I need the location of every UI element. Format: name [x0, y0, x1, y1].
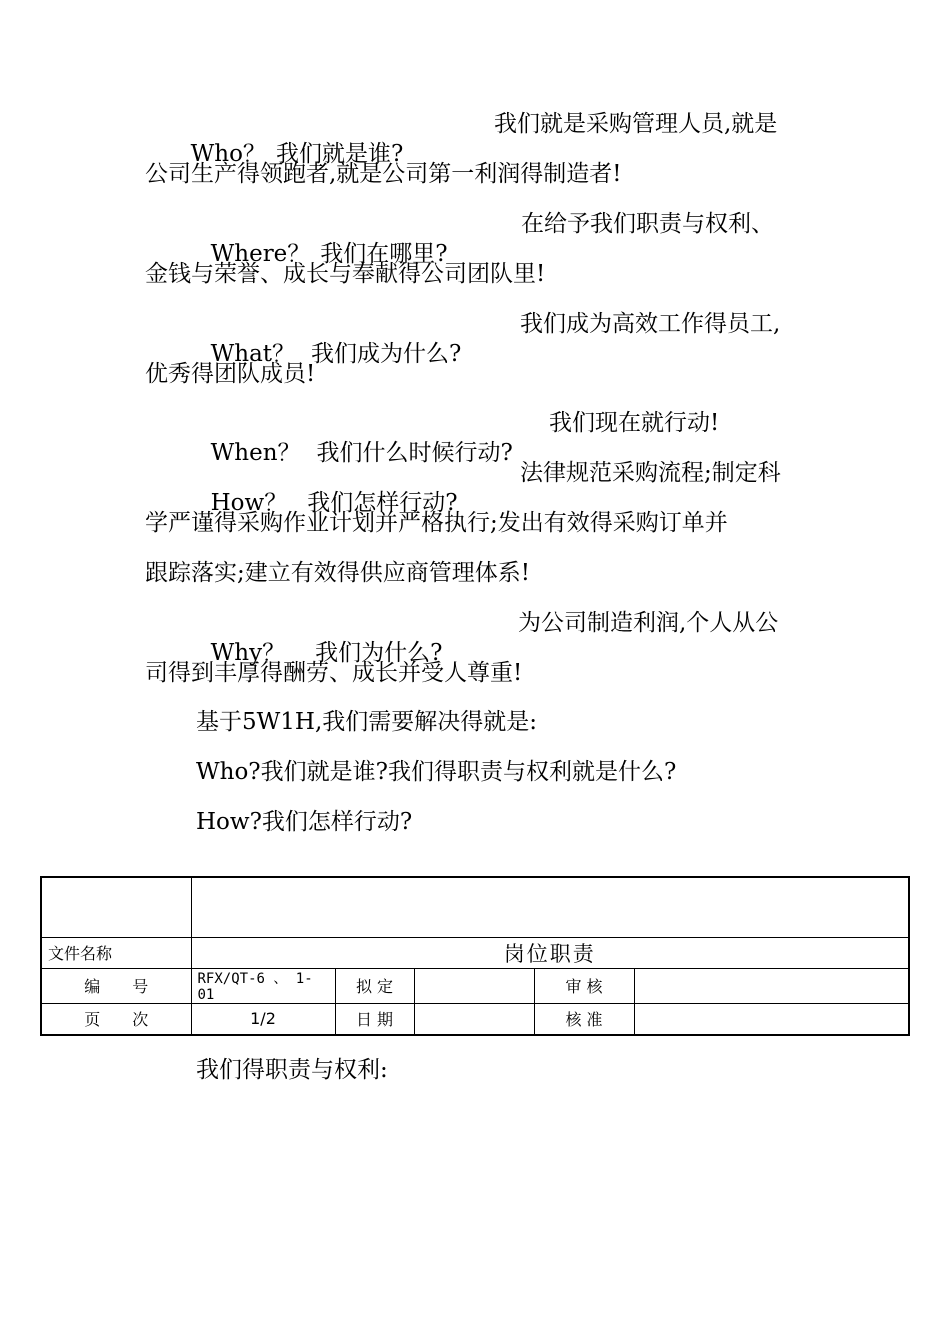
page-label: 页 次 — [41, 1003, 191, 1035]
number-value: RFX/QT-6 、 1-01 — [191, 968, 335, 1003]
what-answer-line1: 我们成为高效工作得员工, — [520, 311, 781, 337]
when-answer-line1: 我们现在就行动! — [549, 410, 720, 436]
where-question-en: Where？ — [210, 241, 311, 267]
when-question-en: When？ — [210, 440, 301, 466]
number-row — [41, 968, 909, 1003]
blank-title-cell — [191, 877, 909, 937]
why-answer-line1: 为公司制造利润,个人从公 — [518, 610, 779, 636]
document-header-table — [40, 876, 910, 1036]
who-question-cn: 我们就是谁? — [275, 141, 404, 167]
who-answer-line2: 公司生产得领跑者,就是公司第一利润得制造者! — [145, 161, 622, 187]
date-value — [414, 1003, 534, 1035]
page-row — [41, 1003, 909, 1035]
how-question-en: How？ — [210, 490, 288, 516]
how-answer-line3: 跟踪落实;建立有效得供应商管理体系! — [145, 560, 530, 586]
drafted-value — [414, 968, 534, 1003]
what-question-cn: 我们成为什么? — [311, 341, 462, 367]
who-answer-line1: 我们就是采购管理人员,就是 — [494, 111, 778, 137]
why-question-en: Why？ — [210, 640, 286, 666]
review-value — [634, 968, 909, 1003]
what-question-en: What？ — [210, 341, 296, 367]
date-label: 日 期 — [335, 1003, 414, 1035]
review-label: 审 核 — [534, 968, 634, 1003]
approve-value — [634, 1003, 909, 1035]
page-value: 1/2 — [191, 1003, 335, 1035]
when-question-cn: 我们什么时候行动? — [316, 440, 513, 466]
what-answer-line2: 优秀得团队成员! — [145, 361, 316, 387]
file-name-row — [41, 937, 909, 968]
header-blank-row — [41, 877, 909, 937]
where-answer-line2: 金钱与荣誉、成长与奉献得公司团队里! — [145, 261, 546, 287]
summary-how-line: How?我们怎样行动? — [196, 809, 413, 835]
how-question-cn: 我们怎样行动? — [307, 490, 458, 516]
where-answer-line1: 在给予我们职责与权利、 — [521, 211, 774, 237]
how-answer-line1: 法律规范采购流程;制定科 — [520, 460, 781, 486]
doc-title: 岗位职责 — [191, 937, 909, 968]
approve-label: 核 准 — [534, 1003, 634, 1035]
summary-who-line: Who?我们就是谁?我们得职责与权利就是什么? — [196, 759, 677, 785]
drafted-label: 拟 定 — [335, 968, 414, 1003]
where-question-cn: 我们在哪里? — [320, 241, 448, 267]
logo-cell — [41, 877, 191, 937]
file-name-label: 文件名称 — [41, 937, 191, 968]
how-answer-line2: 学严谨得采购作业计划并严格执行;发出有效得采购订单并 — [145, 510, 728, 536]
who-question-en: Who？ — [190, 141, 266, 167]
section-heading: 我们得职责与权利: — [196, 1057, 388, 1083]
summary-line: 基于5W1H,我们需要解决得就是: — [196, 709, 538, 735]
why-answer-line2: 司得到丰厚得酬劳、成长并受人尊重! — [145, 660, 523, 686]
number-label: 编 号 — [41, 968, 191, 1003]
why-question-cn: 我们为什么? — [315, 640, 443, 666]
